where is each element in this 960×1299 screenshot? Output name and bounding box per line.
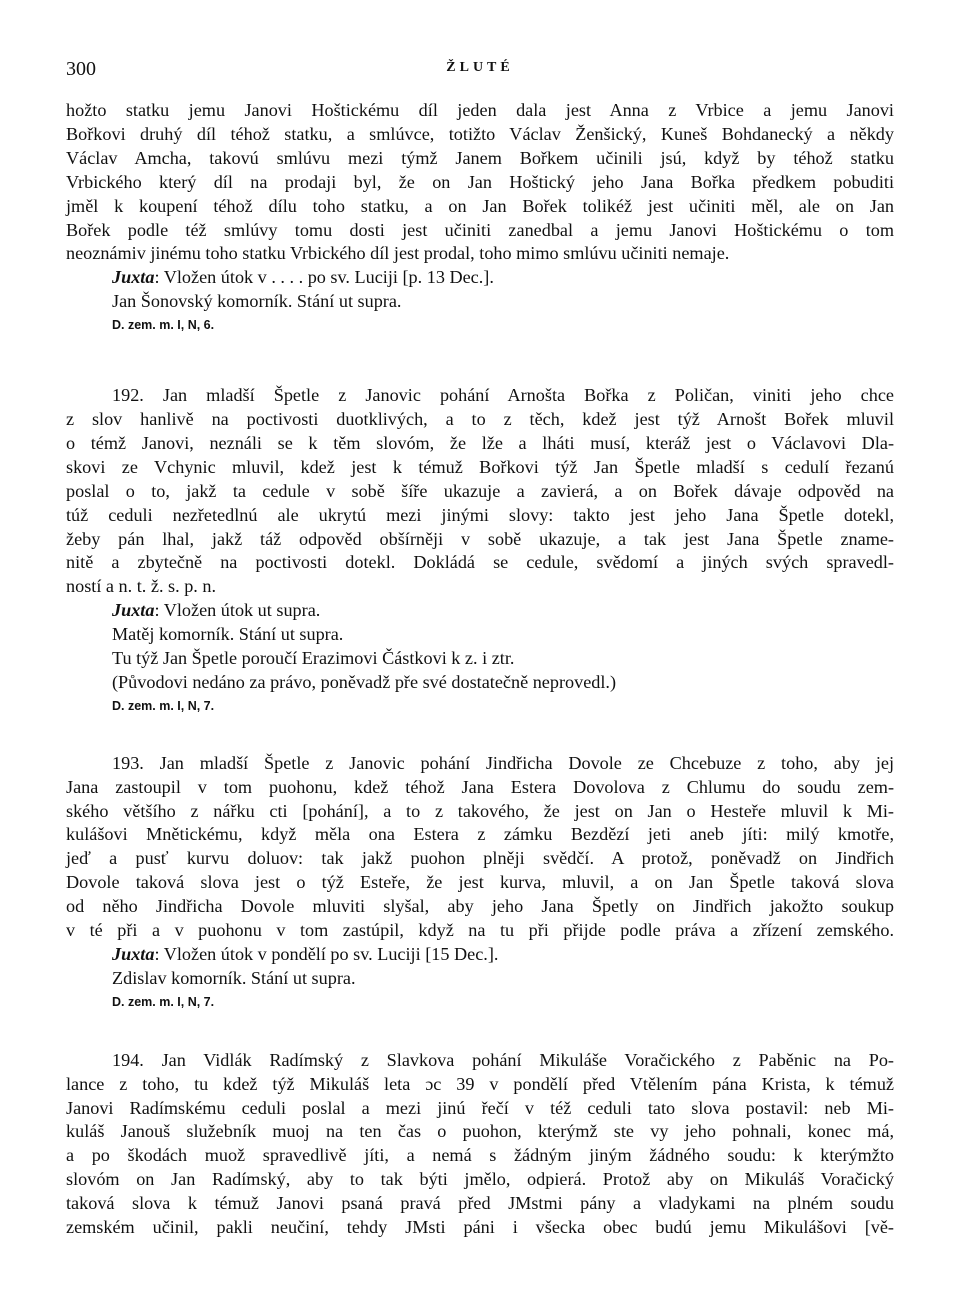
body-line: Bořkovi druhý díl téhož statku, a smlúvce, totižto Václav Ženšický, Kuneš Bohdanecký a někdy: [66, 123, 894, 144]
juxta-label: Juxta: [112, 267, 155, 288]
page-header: [66, 58, 894, 82]
body-line: a po škodách muož spravedlivě jíti, a nemá s žádným jiným žádného soudu: k kterýmžto: [66, 1145, 894, 1166]
body-line: slovóm on Jan Radímský, aby to tak býti jmělo, odpierá. Protož aby on Mikuláš Voračický: [66, 1169, 894, 1190]
body-line: Vrbického který díl na prodaji byl, že on Jan Hoštický jeho Jana Bořka předkem pobuditi: [66, 171, 894, 192]
body-line: ností a n. t. ž. s. p. n.: [66, 576, 217, 597]
body-line: kuláš Janouš služebník muoj na ten čas o puohon, kterýmž ste vy jeho pohnali, konec má,: [66, 1121, 894, 1142]
page-number: 300: [66, 58, 96, 80]
officer-line: Matěj komorník. Stání ut supra.: [112, 624, 344, 645]
officer-line: Zdislav komorník. Stání ut supra.: [112, 967, 356, 988]
juxta-label: Juxta: [112, 600, 155, 621]
juxta-text: : Vložen útok ut supra.: [154, 600, 321, 621]
body-line: skovi ze Vchynic mluvil, kdež jest k témuž Bořkovi týž Jan Špetle mladší s cedulí řezanú: [66, 456, 894, 477]
body-line: jměl k koupení téhož dílu toho statku, a on Jan Bořek tolikéž jest učiniti měl, ale on Jan: [66, 195, 894, 216]
body-line: 192. Jan mladší Špetle z Janovic pohání Arnošta Bořka z Poličan, viniti jeho chce: [112, 385, 894, 406]
body-line: 193. Jan mladší Špetle z Janovic pohání Jindřicha Dovole ze Chcebuze z toho, aby jej: [112, 752, 894, 773]
body-line: 194. Jan Vidlák Radímský z Slavkova pohání Mikuláše Voračického z Paběnic na Po-: [112, 1049, 894, 1070]
body-line: lance z toho, tu kdež týž Mikuláš leta ɔc 39 v pondělí před Vtělením pána Krista, k témuž: [66, 1073, 894, 1094]
entry-spacer: [66, 338, 894, 384]
entry-spacer: [66, 719, 894, 752]
body-line: jeď a pusť kurvu doluov: tak jakž puohon plněji svědčí. A protož, poněvadž on Jindřich: [66, 848, 894, 869]
body-line: od něho Jindřicha Dovole mluviti slyšal, aby jeho Jana Špetly on Jindřich jakožto soukup: [66, 896, 894, 917]
juxta-text: : Vložen útok v pondělí po sv. Luciji [15 Dec.].: [154, 944, 499, 964]
juxta-text: : Vložen útok v . . . . po sv. Luciji [p. 13 Dec.].: [154, 267, 494, 288]
source-reference: D. zem. m. I, N, 7.: [112, 698, 215, 713]
note-line: Tu týž Jan Špetle poroučí Erazimovi Částkovi k z. i ztr.: [112, 648, 515, 669]
body-line: ského většího z nářku cti [pohání], a to z takového, že jest on Jan o Hesteře mluvil k Mi-: [66, 800, 894, 821]
body-line: v té při a v puohonu v tom zastúpil, když na tu při přijde podle práva a zřízení zemského.: [66, 920, 894, 941]
body-line: Bořek podle též smlúvy tomu dosti jest učiniti zanedbal a jemu Janovi Hoštickému o tom: [66, 219, 894, 240]
body-line: kulášovi Mnětickému, když měla ona Estera z zámku Bezdězí jeti aneb jíti: milý kmotře,: [66, 824, 894, 845]
source-reference: D. zem. m. I, N, 7.: [112, 994, 215, 1009]
juxta-line: [66, 266, 894, 290]
running-head: ŽLUTÉ: [446, 60, 514, 75]
juxta-line: [66, 599, 894, 623]
body-line: z slov hanlivě na poctivosti duotklivých, a to z těch, kdež jest týž Arnošt Bořek mluvil: [66, 408, 894, 429]
body-line: žeby pán lhal, jakž táž odpověd obšírněji v sobě ukazuje, a tak jest Jana Špetle zname-: [66, 528, 894, 549]
source-reference: D. zem. m. I, N, 6.: [112, 318, 215, 333]
body-line: zemském učinil, pakli neučiní, tehdy JMsti páni i všecka obec budú jemu Mikulášovi [vě-: [66, 1217, 894, 1238]
body-line: neoznámiv jinému toho statku Vrbického díl jest prodal, toho mimo smlúvu učiniti nemaje.: [66, 243, 730, 264]
body-line: hožto statku jemu Janovi Hoštickému díl jeden dala jest Anna z Vrbice a jemu Janovi: [66, 100, 894, 120]
page-body: [66, 99, 894, 1240]
body-line: Václav Amcha, takovú smlúvu mezi týmž Janem Bořkem učinili jsú, když by téhož statku: [66, 147, 894, 168]
juxta-label: Juxta: [112, 944, 155, 964]
body-line: taková slova k témuž Janovi psaná pravá před JMstmi pány a vladykami na plném soudu: [66, 1193, 894, 1214]
note-line: (Původovi nedáno za právo, poněvadž pře své dostatečně neprovedl.): [112, 671, 617, 692]
body-line: túž ceduli nezřetedlnú ale ukrytú mezi jinými slovy: takto jest jeho Jana Špetle dotekl,: [66, 504, 894, 525]
body-line: nitě a zbytečně na poctivosti dotekl. Dokládá se cedule, svědomí a jiných svých spravedl-: [66, 552, 894, 573]
body-line: Janovi Radímskému ceduli poslal a mezi jinú řečí v též ceduli tato slova postavil: neb Mi-: [66, 1097, 894, 1118]
officer-line: Jan Šonovský komorník. Stání ut supra.: [112, 291, 402, 312]
body-line: Jana zastoupil v tom puohonu, kdež téhož Jana Estera Dovolova z Chlumu do soudu zem-: [66, 776, 894, 797]
body-line: o témž Janovi, neználi se k těm slovóm, že lže a lháti musí, kteráž jest o Václavovi Dla-: [66, 432, 894, 453]
body-line: Dovole taková slova jest o týž Esteře, že jest kurva, mluvil, a on Jan Špetle taková slova: [66, 872, 894, 893]
entry-spacer: [66, 1015, 894, 1049]
juxta-line: [66, 943, 894, 967]
body-line: poslal o to, jakž ta cedule v sobě šíře ukazuje a zavierá, a on Bořek dávaje odpověd na: [66, 480, 894, 501]
